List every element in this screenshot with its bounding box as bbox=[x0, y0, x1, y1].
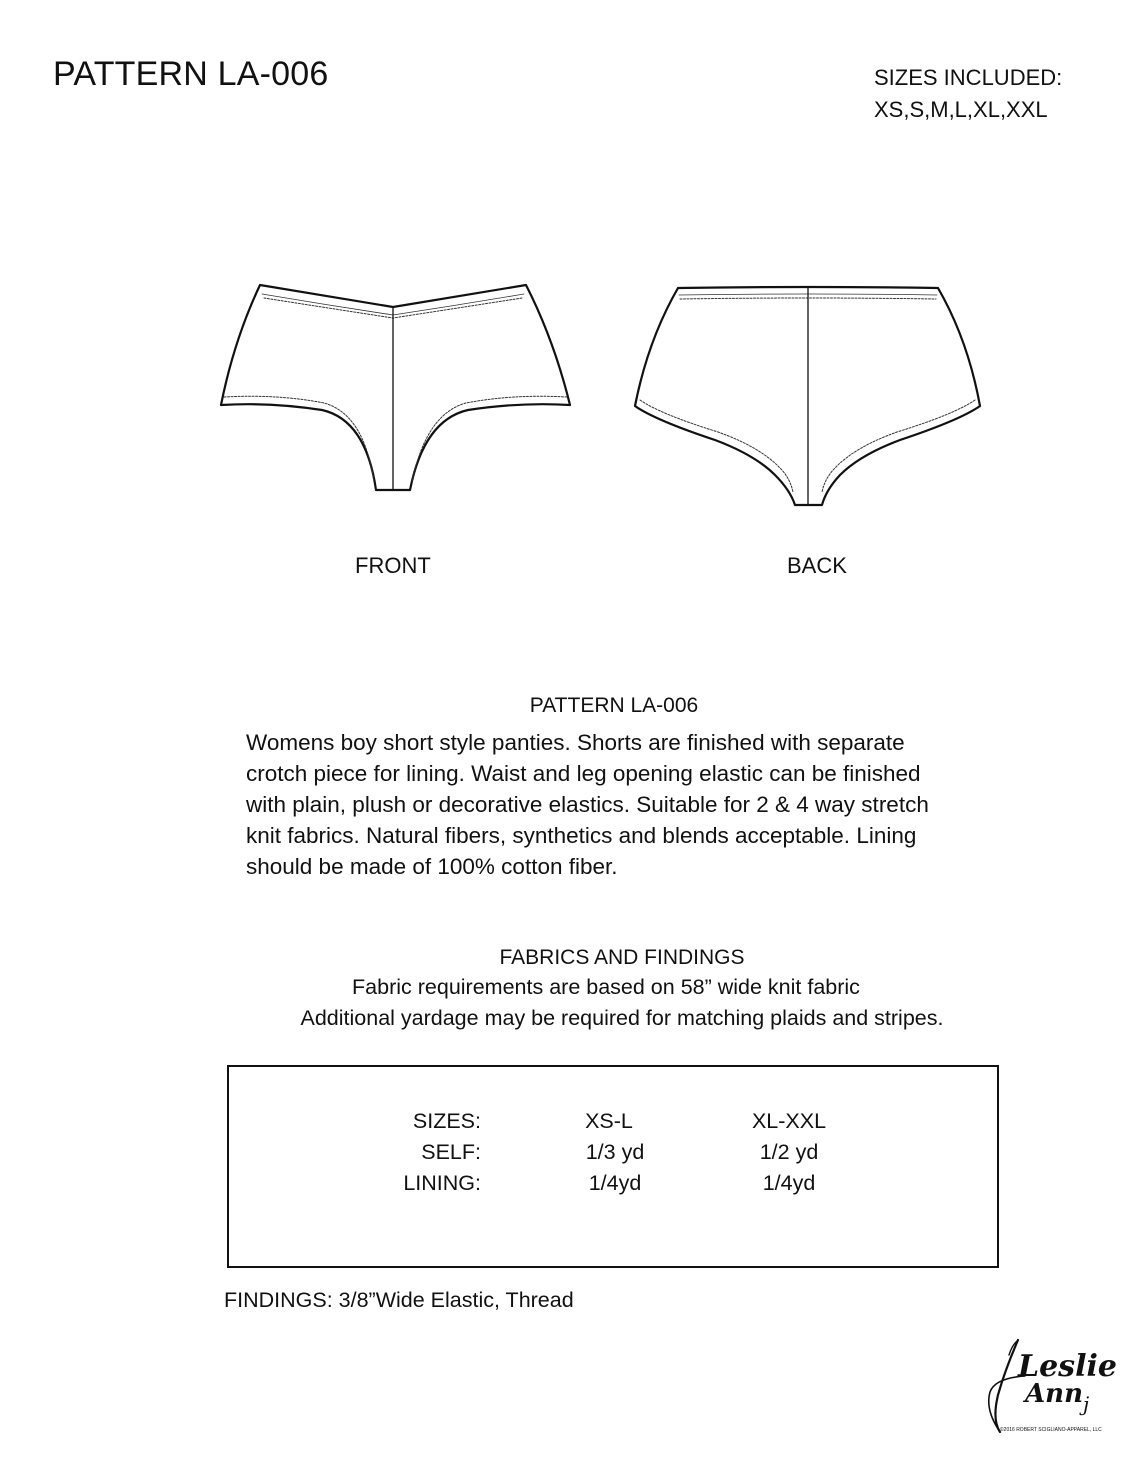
description-text bbox=[246, 727, 1006, 882]
findings-text: FINDINGS: 3/8”Wide Elastic, Thread bbox=[224, 1288, 574, 1312]
table-cell-lining-col1: 1/4yd bbox=[588, 1171, 642, 1195]
additional-yardage-note: Additional yardage may be required for matching plaids and stripes. bbox=[300, 1006, 944, 1030]
front-view-drawing bbox=[221, 285, 570, 490]
back-leg-elastic-right bbox=[822, 400, 975, 492]
table-row-label-lining: LINING: bbox=[403, 1171, 481, 1195]
logo-line1: Leslie bbox=[1018, 1349, 1117, 1384]
sizes-included-label: SIZES INCLUDED: bbox=[874, 65, 1063, 90]
front-label: FRONT bbox=[355, 553, 431, 578]
table-row-label-sizes: SIZES: bbox=[412, 1109, 481, 1133]
logo-mark-letter: j bbox=[1083, 1392, 1090, 1416]
table-cell-sizes-col1: XS-L bbox=[585, 1109, 633, 1133]
fabrics-findings-title: FABRICS AND FINDINGS bbox=[499, 946, 745, 969]
fabric-requirements-note: Fabric requirements are based on 58” wide knit fabric bbox=[352, 975, 860, 999]
front-outline bbox=[221, 285, 570, 490]
logo-line2: Ann bbox=[1025, 1379, 1083, 1409]
table-row-label-self: SELF: bbox=[421, 1140, 481, 1164]
front-leg-elastic-left bbox=[224, 396, 374, 482]
back-leg-elastic-left bbox=[640, 400, 793, 492]
description-title: PATTERN LA-006 bbox=[529, 694, 699, 717]
table-cell-self-col2: 1/2 yd bbox=[759, 1140, 819, 1164]
logo-copyright: ©2016 ROBERT SCIGLIANO-APPAREL, LLC bbox=[1000, 1427, 1102, 1433]
description-line: should be made of 100% cotton fiber. bbox=[246, 854, 618, 879]
table-cell-self-col1: 1/3 yd bbox=[585, 1140, 645, 1164]
back-label: BACK bbox=[787, 553, 847, 578]
description-line: with plain, plush or decorative elastics. Suitable for 2 & 4 way stretch bbox=[246, 792, 929, 817]
description-line: crotch piece for lining. Waist and leg opening elastic can be finished bbox=[246, 761, 921, 786]
table-cell-lining-col2: 1/4yd bbox=[762, 1171, 816, 1195]
description-line: Womens boy short style panties. Shorts are finished with separate bbox=[246, 730, 905, 755]
back-view-drawing bbox=[635, 287, 980, 505]
front-leg-elastic-right bbox=[412, 396, 567, 482]
description-line: knit fabrics. Natural fibers, synthetics and blends acceptable. Lining bbox=[246, 823, 917, 848]
page-title: PATTERN LA-006 bbox=[53, 55, 329, 93]
yardage-table bbox=[227, 1065, 999, 1268]
sizes-included-values: XS,S,M,L,XL,XXL bbox=[874, 97, 1048, 122]
table-cell-sizes-col2: XL-XXL bbox=[751, 1109, 827, 1133]
